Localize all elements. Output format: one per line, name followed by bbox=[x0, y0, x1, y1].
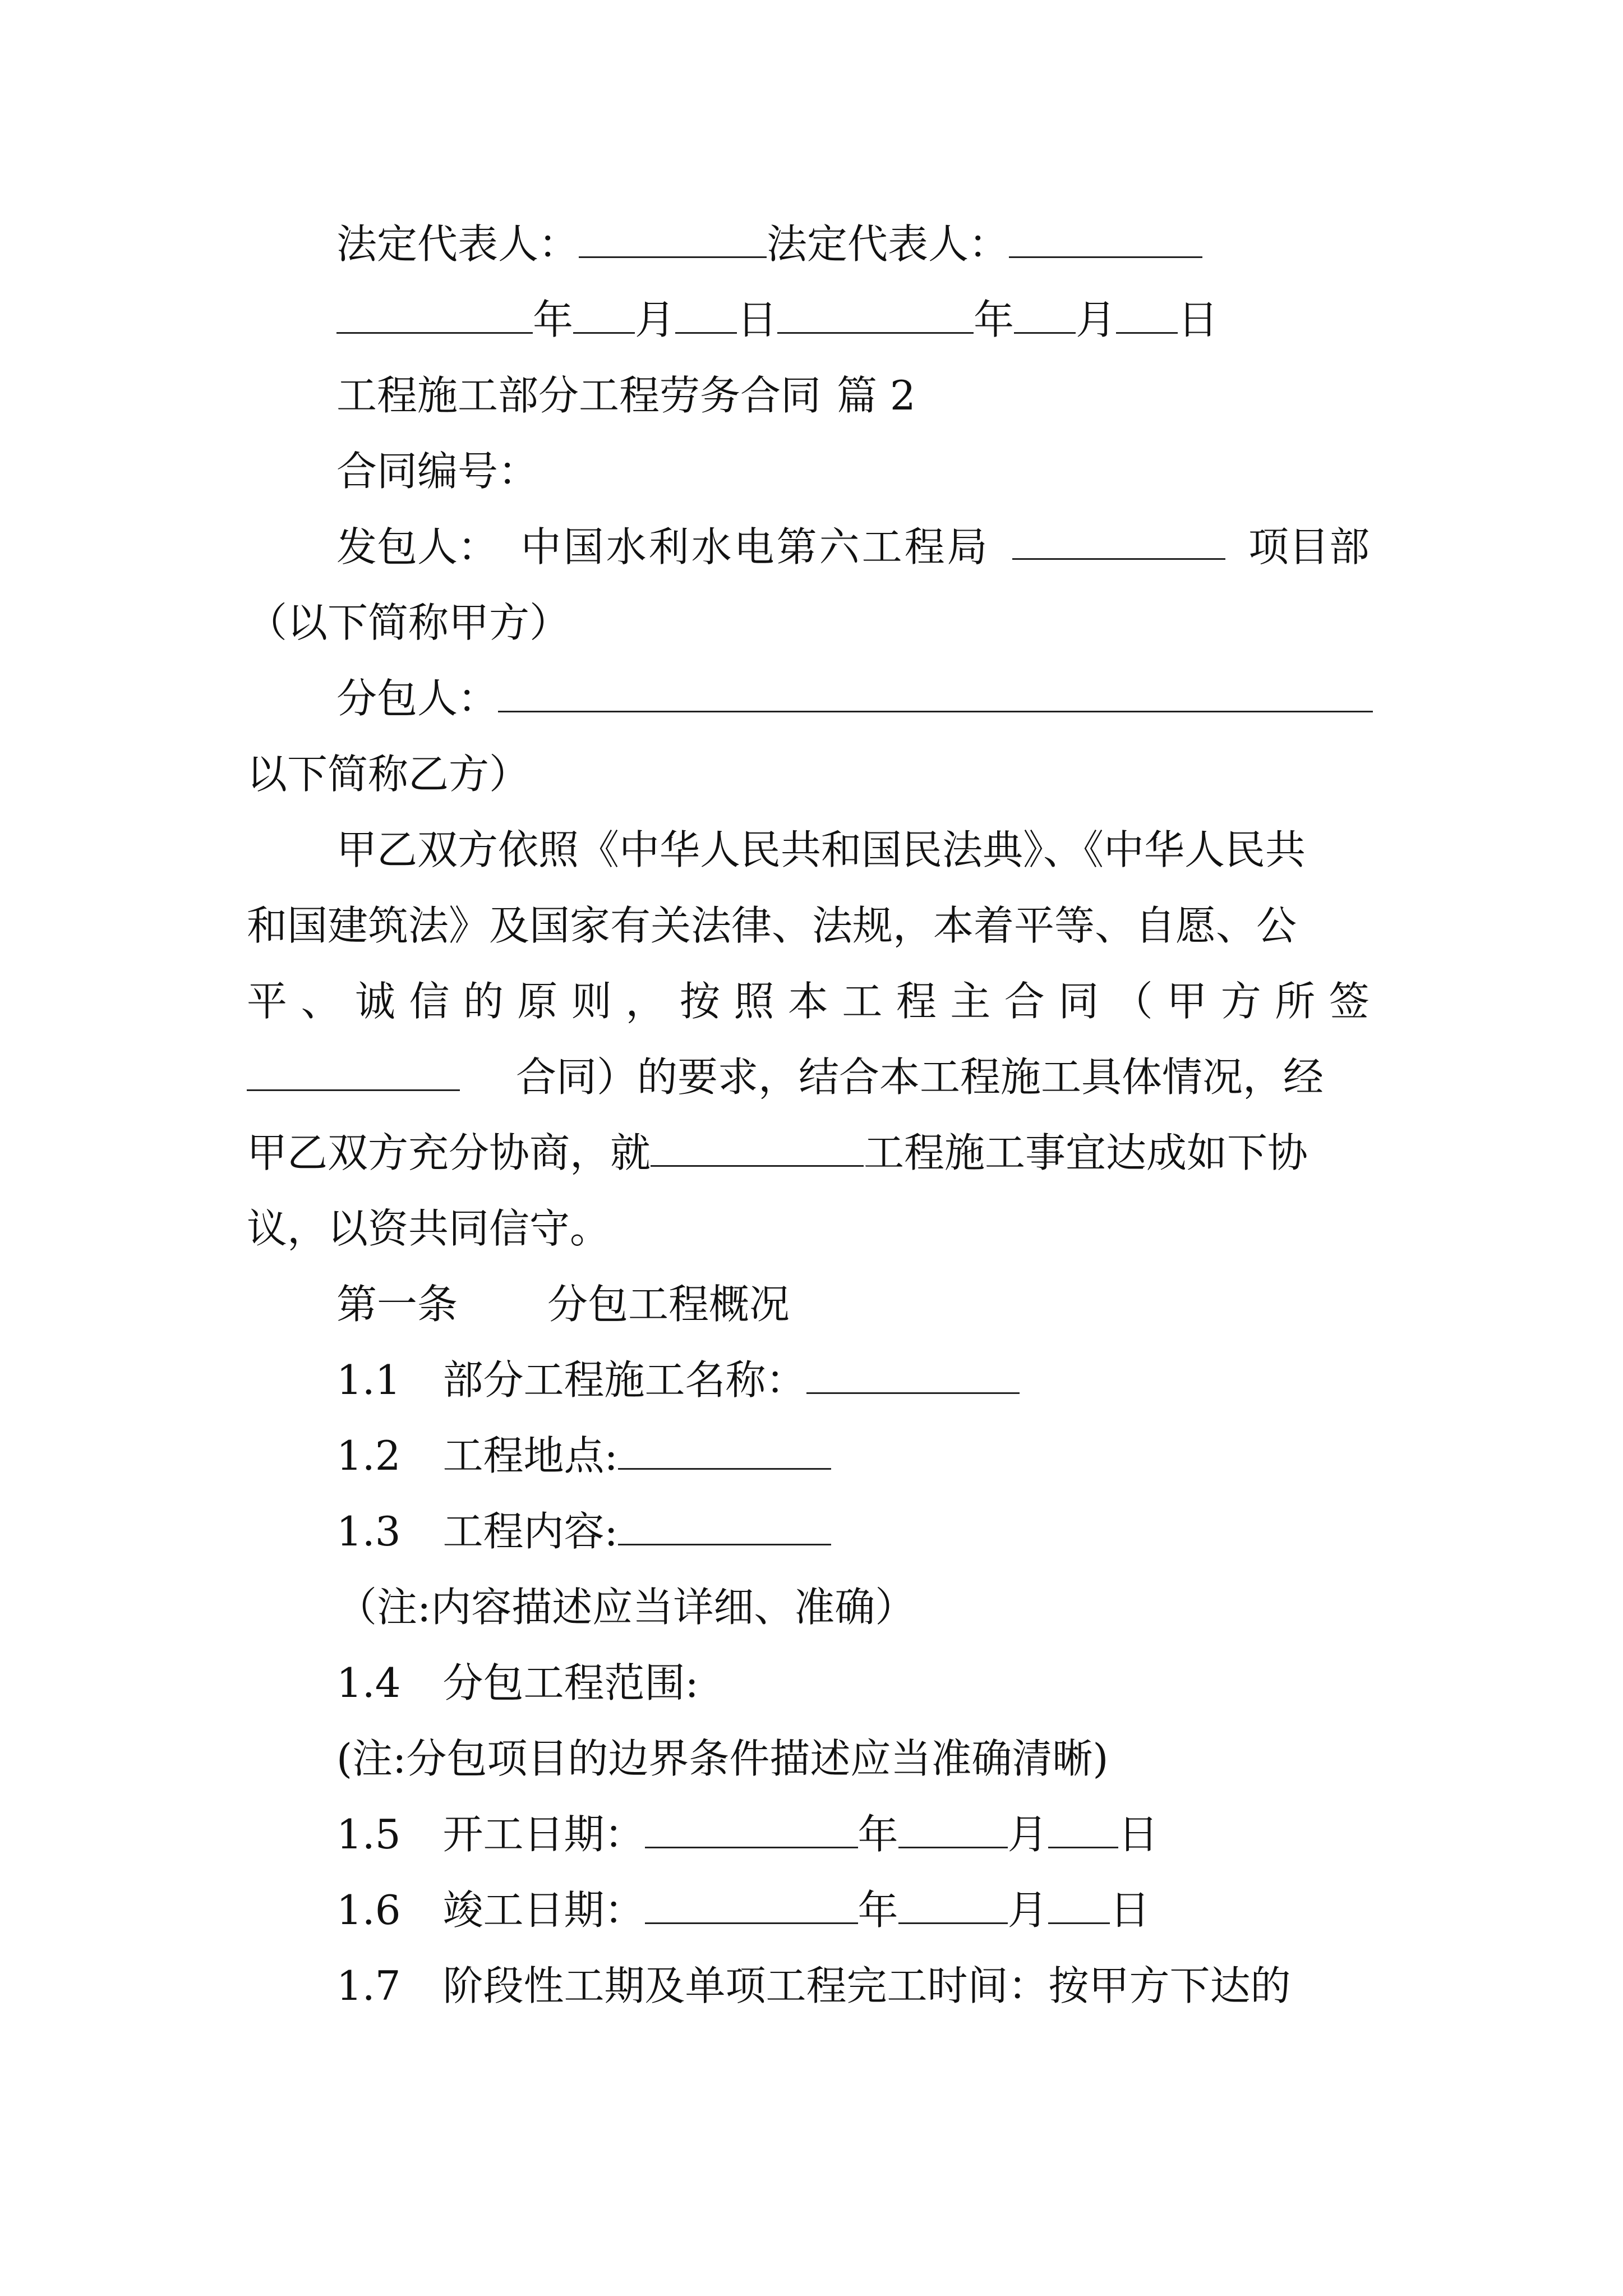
item-label: 工程内容: bbox=[442, 1508, 618, 1555]
blank-field bbox=[645, 1807, 858, 1848]
preamble-line-3-char: 原 bbox=[517, 978, 558, 1025]
item-number: 1.7 bbox=[336, 1962, 401, 2009]
item-label: 竣工日期： bbox=[442, 1887, 645, 1934]
item-label: 部分工程施工名称： bbox=[442, 1356, 806, 1404]
item-1-5 bbox=[336, 1806, 1159, 1862]
preamble-line-3-char: 则 bbox=[571, 978, 612, 1025]
preamble-line-5-b: 工程施工事宜达成如下协 bbox=[864, 1129, 1308, 1176]
preamble-line-3-char: 按 bbox=[679, 978, 720, 1025]
blank-field bbox=[1116, 293, 1178, 334]
preamble-line-3-char: 合 bbox=[1004, 978, 1045, 1025]
employer-line bbox=[336, 519, 1370, 575]
day-label: 日 bbox=[1178, 296, 1219, 343]
preamble-line-3-char: ， bbox=[625, 978, 666, 1025]
year-label: 年 bbox=[533, 296, 574, 343]
subcontractor-note: 以下简称乙方） bbox=[247, 751, 530, 798]
employer-name: 中国水利水电第六工程局 bbox=[520, 523, 990, 570]
blank-field bbox=[806, 1353, 1020, 1394]
note-content-detail: （注:内容描述应当详细、准确） bbox=[336, 1584, 916, 1631]
preamble-line-3-char: 方 bbox=[1220, 978, 1261, 1025]
preamble-line-3-char: 甲 bbox=[1166, 978, 1207, 1025]
blank-field bbox=[1048, 1883, 1110, 1924]
preamble-line-3-char: 本 bbox=[787, 978, 828, 1025]
item-number: 1.4 bbox=[336, 1659, 401, 1706]
preamble-line-3-char: 所 bbox=[1275, 978, 1316, 1025]
year-label: 年 bbox=[974, 296, 1015, 343]
rep-label-party-a: 法定代表人： bbox=[336, 220, 579, 268]
rep-label-party-b: 法定代表人： bbox=[767, 220, 1009, 268]
item-label: 阶段性工期及单项工程完工时间：按甲方下达的 bbox=[442, 1962, 1291, 2009]
preamble-line-6: 议，以资共同信守。 bbox=[247, 1205, 611, 1252]
preamble-line-5 bbox=[247, 1125, 1308, 1181]
preamble-line-3-char: 照 bbox=[734, 978, 774, 1025]
section-part: 篇 2 bbox=[837, 372, 916, 419]
blank-field bbox=[1009, 217, 1202, 258]
preamble-line-3-char: （ bbox=[1112, 978, 1153, 1025]
subcontractor-line bbox=[336, 670, 1373, 726]
preamble-line-3-char: 平 bbox=[247, 978, 288, 1025]
blank-field bbox=[651, 1126, 864, 1167]
employer-label: 发包人： bbox=[336, 523, 499, 570]
item-1-4 bbox=[336, 1655, 699, 1711]
preamble-line-3 bbox=[247, 973, 1370, 1029]
preamble-line-3-char: 、 bbox=[301, 978, 342, 1025]
article-1-heading bbox=[336, 1276, 790, 1332]
preamble-line-4 bbox=[247, 1049, 1324, 1105]
blank-field bbox=[618, 1429, 831, 1470]
preamble-line-3-char: 诚 bbox=[354, 978, 395, 1025]
item-number: 1.1 bbox=[336, 1356, 401, 1404]
item-1-7 bbox=[336, 1958, 1291, 2014]
item-number: 1.3 bbox=[336, 1508, 401, 1555]
item-1-1 bbox=[336, 1352, 1020, 1408]
day-label: 日 bbox=[1118, 1811, 1159, 1858]
blank-field bbox=[777, 293, 974, 334]
preamble-line-3-char: 主 bbox=[950, 978, 991, 1025]
blank-field bbox=[498, 671, 1373, 712]
section-title bbox=[336, 367, 916, 424]
item-label: 分包工程范围: bbox=[442, 1659, 699, 1706]
blank-field bbox=[1012, 519, 1225, 560]
signature-representative-line bbox=[336, 216, 1202, 272]
item-1-2 bbox=[336, 1428, 831, 1484]
blank-field bbox=[247, 1050, 460, 1091]
preamble-line-3-char: 程 bbox=[896, 978, 937, 1025]
blank-field bbox=[675, 293, 737, 334]
month-label: 月 bbox=[635, 296, 676, 343]
year-label: 年 bbox=[857, 1811, 898, 1858]
item-number: 1.6 bbox=[336, 1887, 401, 1934]
employer-note: （以下简称甲方） bbox=[247, 599, 570, 646]
blank-field bbox=[1048, 1807, 1118, 1848]
blank-field bbox=[573, 293, 635, 334]
blank-field bbox=[898, 1883, 1008, 1924]
item-number: 1.5 bbox=[336, 1811, 401, 1858]
preamble-line-3-char: 工 bbox=[842, 978, 883, 1025]
day-label: 日 bbox=[737, 296, 778, 343]
item-label: 工程地点: bbox=[442, 1432, 618, 1479]
preamble-line-5-a: 甲乙双方充分协商，就 bbox=[247, 1129, 651, 1176]
blank-field bbox=[336, 293, 533, 334]
item-1-6 bbox=[336, 1882, 1150, 1938]
preamble-line-3-char: 同 bbox=[1058, 978, 1099, 1025]
preamble-line-3-char: 签 bbox=[1329, 978, 1370, 1025]
blank-field bbox=[618, 1504, 831, 1545]
month-label: 月 bbox=[1007, 1811, 1048, 1858]
blank-field bbox=[898, 1807, 1008, 1848]
preamble-line-4-text: 合同）的要求，结合本工程施工具体情况，经 bbox=[516, 1053, 1324, 1101]
preamble-line-2: 和国建筑法》及国家有关法律、法规，本着平等、自愿、公 bbox=[247, 902, 1297, 949]
blank-field bbox=[1014, 293, 1076, 334]
article-title: 分包工程概况 bbox=[547, 1281, 790, 1328]
month-label: 月 bbox=[1007, 1887, 1048, 1934]
section-title-text: 工程施工部分工程劳务合同 bbox=[336, 372, 822, 419]
item-label: 开工日期： bbox=[442, 1811, 645, 1858]
blank-field bbox=[645, 1883, 858, 1924]
note-scope-boundary: (注:分包项目的边界条件描述应当准确清晰) bbox=[336, 1735, 1109, 1782]
preamble-line-3-char: 的 bbox=[463, 978, 504, 1025]
preamble-line-3-char: 信 bbox=[409, 978, 450, 1025]
item-1-3 bbox=[336, 1503, 831, 1559]
item-number: 1.2 bbox=[336, 1432, 401, 1479]
day-label: 日 bbox=[1109, 1887, 1150, 1934]
contract-number: 合同编号： bbox=[336, 448, 539, 495]
preamble-line-1: 甲乙双方依照《中华人民共和国民法典》、《中华人民共 bbox=[336, 826, 1306, 873]
month-label: 月 bbox=[1076, 296, 1117, 343]
subcontractor-label: 分包人： bbox=[336, 675, 499, 722]
signature-date-line bbox=[336, 292, 1218, 348]
blank-field bbox=[579, 217, 767, 258]
employer-dept: 项目部 bbox=[1248, 523, 1370, 570]
article-number: 第一条 bbox=[336, 1281, 458, 1328]
year-label: 年 bbox=[857, 1887, 898, 1934]
